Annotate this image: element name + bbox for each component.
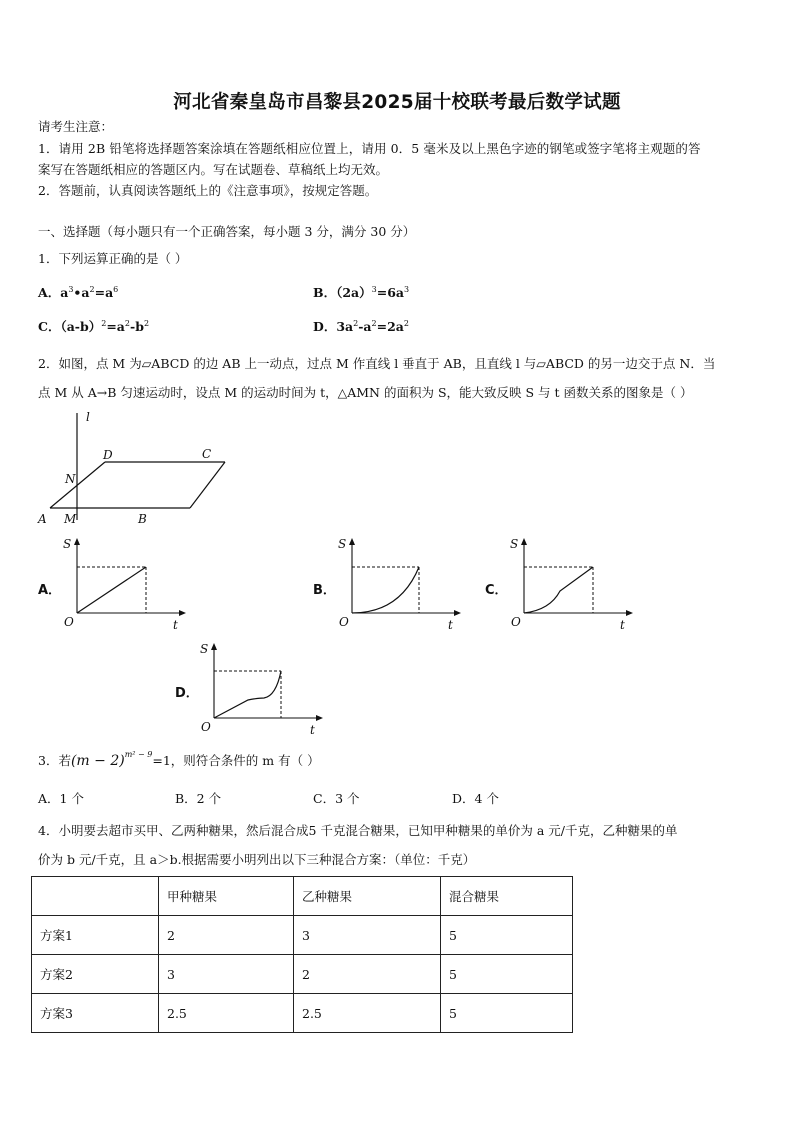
label-b: B <box>138 512 147 526</box>
label-d: D <box>103 448 113 462</box>
q2-graph-c <box>502 533 642 633</box>
axis-t: t <box>620 618 625 632</box>
q2-graph-a <box>55 533 195 633</box>
table-header-cell: 混合糖果 <box>441 877 573 916</box>
q3-option-b: B．2 个 <box>175 791 222 806</box>
page-title: 河北省秦皇岛市昌黎县2025届十校联考最后数学试题 <box>173 92 621 113</box>
table-cell: 方案1 <box>32 916 159 955</box>
notice-item-2: 2．答题前，认真阅读答题纸上的《注意事项》，按规定答题。 <box>38 183 378 198</box>
origin: O <box>511 615 521 629</box>
q2-option-a-label: A． <box>38 583 62 598</box>
origin: O <box>339 615 349 629</box>
notice-item-1-line-1: 1．请用 2B 铅笔将选择题答案涂填在答题纸相应位置上，请用 0．5 毫米及以上黑色字迹的钢笔或签字笔将主观题的答 <box>38 141 701 156</box>
table-cell: 2 <box>294 955 441 994</box>
axis-t: t <box>310 723 315 737</box>
q3-option-c: C．3 个 <box>313 791 360 806</box>
table-cell: 5 <box>441 955 573 994</box>
y-arrow <box>74 538 80 545</box>
question-3-stem: 3．若$(m - 2)^{m^2 - 9}=1$，则符合条件的 m 有（ ） <box>38 749 320 769</box>
table-cell: 2 <box>159 916 294 955</box>
edge-bc <box>190 462 225 508</box>
label-l: l <box>86 410 90 424</box>
table-header-cell <box>32 877 159 916</box>
table-cell: 5 <box>441 994 573 1033</box>
parallelogram-figure <box>30 405 230 530</box>
question-2-line-2: 点 M 从 A→B 匀速运动时，设点 M 的运动时间为 t，△AMN 的面积为 S，能大致反映 S 与 t 函数关系的图象是（ ） <box>38 385 693 400</box>
axis-s: S <box>510 537 519 551</box>
table-cell: 5 <box>441 916 573 955</box>
x-arrow <box>179 610 186 616</box>
q2-option-d-label: D． <box>175 686 199 701</box>
table-header-row <box>32 877 573 916</box>
section-heading: 一、选择题（每小题只有一个正确答案，每小题 3 分，满分 30 分） <box>38 224 416 239</box>
q3-option-d: D．4 个 <box>452 791 499 806</box>
table-row <box>32 994 573 1033</box>
notice-heading: 请考生注意： <box>38 119 114 134</box>
table-row <box>32 955 573 994</box>
q2-graph-d <box>192 638 332 738</box>
table-cell: 方案2 <box>32 955 159 994</box>
q2-option-b-label: B． <box>313 583 336 598</box>
table-header-cell: 甲种糖果 <box>159 877 294 916</box>
q3-expression-base: (m − 2) <box>70 753 125 769</box>
question-2-line-1: 2．如图，点 M 为▱ABCD 的边 AB 上一动点，过点 M 作直线 l 垂直于 AB，且直线 l 与▱ABCD 的另一边交于点 N．当 <box>38 356 716 371</box>
label-a: A <box>38 512 47 526</box>
table-cell: 3 <box>294 916 441 955</box>
label-c: C <box>202 447 212 461</box>
q2-graph-b <box>330 533 470 633</box>
table-header-cell: 乙种糖果 <box>294 877 441 916</box>
label-n: N <box>65 472 76 486</box>
axis-s: S <box>200 642 209 656</box>
q1-option-d: D．$3a^2-a^2=2a^2$ <box>313 318 409 334</box>
q2-option-c-label: C． <box>485 583 508 598</box>
notice-item-1-line-2: 案写在答题纸相应的答题区内。写在试题卷、草稿纸上均无效。 <box>38 162 389 177</box>
axis-s: S <box>63 537 72 551</box>
q3-option-a: A．1 个 <box>38 791 84 806</box>
table-cell: 3 <box>159 955 294 994</box>
origin: O <box>64 615 74 629</box>
origin: O <box>201 720 211 734</box>
question-4-line-1: 4．小明要去超市买甲、乙两种糖果，然后混合成5 千克混合糖果，已知甲种糖果的单价为 a 元/千克，乙种糖果的单 <box>38 823 678 838</box>
curve <box>214 671 281 718</box>
mixing-plan-table <box>31 876 573 1033</box>
q3-expression-exponent: m² − 9 <box>124 749 153 759</box>
question-4-line-2: 价为 b 元/千克，且 a＞b.根据需要小明列出以下三种混合方案：（单位：千克） <box>38 852 476 867</box>
table-cell: 2.5 <box>159 994 294 1033</box>
table-cell: 2.5 <box>294 994 441 1033</box>
question-1-stem: 1．下列运算正确的是（ ） <box>38 251 188 266</box>
axis-s: S <box>338 537 347 551</box>
q1-option-a: A．$a^3•a^2=a^6$ <box>38 284 119 300</box>
q1-option-b: B．$(2a)^3=6a^3$ <box>313 284 410 300</box>
q1-option-c: C．$(a-b)^2=a^2-b^2$ <box>38 318 150 334</box>
axis-t: t <box>173 618 178 632</box>
axis-t: t <box>448 618 453 632</box>
table-row <box>32 916 573 955</box>
curve <box>352 567 419 613</box>
label-m: M <box>64 512 77 526</box>
curve <box>77 567 146 613</box>
table-cell: 方案3 <box>32 994 159 1033</box>
curve <box>524 567 593 613</box>
